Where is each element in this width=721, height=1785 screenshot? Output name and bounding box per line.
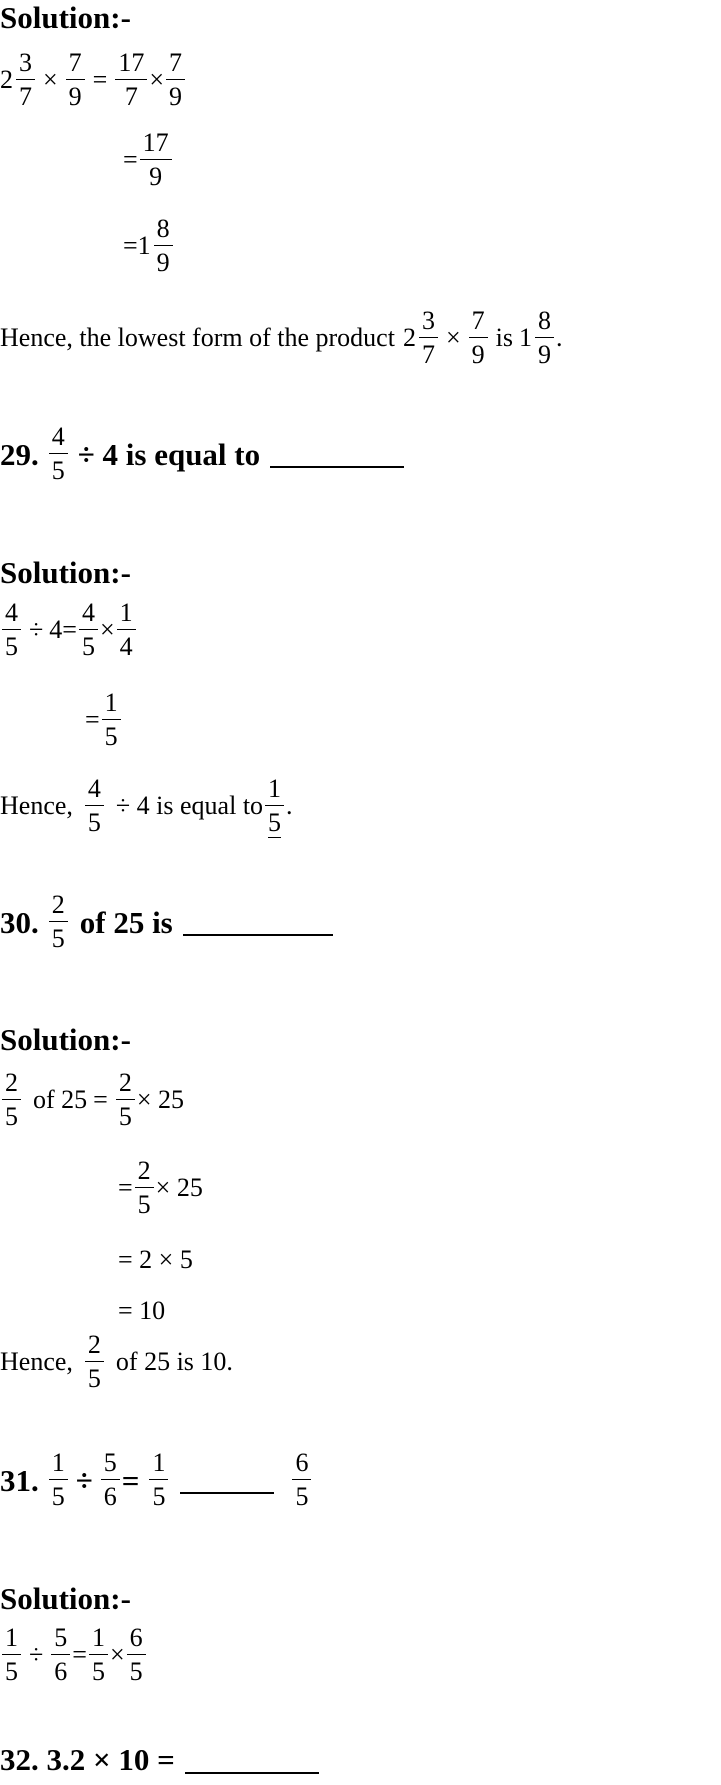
fraction: $\frac{1}{5}$ [149,1450,168,1510]
question-number: 30. [0,904,39,940]
equals-sign: = [85,705,100,734]
fraction: $\frac{1}{5}$ [89,1625,108,1685]
fraction: $\frac{4}{5}$ [2,600,21,660]
fraction: $\frac{5}{6}$ [51,1625,70,1685]
fraction: $\frac{4}{5}$ [79,600,98,660]
question-text: of 25 is [79,904,173,940]
fraction: $\frac{1}{5}$ [102,690,121,750]
whole-number: 2 [0,65,13,94]
fraction: $\frac{4}{5}$ [85,776,104,836]
fraction: $\frac{2}{5}$ [2,1070,21,1130]
question-29 [0,424,404,484]
times-sign: × [109,1640,125,1669]
conclusion-text: ÷ 4 is equal to [115,791,264,820]
equals-sign: = [123,145,138,174]
fraction: $\frac{1}{5}$ [265,776,284,836]
equation-line [0,1625,148,1685]
equation-line: = 10 [118,1296,166,1325]
equation-line [85,690,123,750]
conclusion-line [0,776,293,836]
fraction: $\frac{8}{9}$ [535,308,554,368]
equation-line [123,130,174,190]
fraction: $\frac{7}{9}$ [66,50,85,110]
equation-line [0,600,138,660]
equation-line: = 2 × 5 [118,1245,193,1274]
equals-sign: = [121,1462,140,1498]
answer-blank [183,908,333,936]
question-number: 31. [0,1462,39,1498]
question-32 [0,1744,319,1775]
fraction: $\frac{6}{5}$ [127,1625,146,1685]
fraction: $\frac{3}{7}$ [419,308,438,368]
divide-sign: ÷ [29,615,44,644]
whole-number: 1 [137,231,151,260]
conclusion-text: is [495,323,513,352]
conclusion-line [0,1332,233,1392]
fraction: $\frac{8}{9}$ [154,216,173,276]
conclusion-text: Hence, [0,791,73,820]
equals-sign: = [93,1085,108,1114]
number: of 25 [33,1085,88,1114]
fraction: $\frac{1}{5}$ [2,1625,21,1685]
question-number: 29. [0,436,39,472]
equation-line [118,1158,203,1218]
equals-sign: = [62,615,77,644]
period: . [555,323,563,352]
number: × 25 [155,1173,203,1202]
fraction: $\frac{2}{5}$ [85,1332,104,1392]
solution-heading: Solution:- [0,1022,131,1057]
fraction: $\frac{2}{5}$ [116,1070,135,1130]
fraction: $\frac{17}{9}$ [140,130,172,190]
number: 4 [49,615,63,644]
times-sign: × [43,65,58,94]
conclusion-text: Hence, [0,1347,73,1376]
equals-sign: = [118,1173,133,1202]
times-sign: × [445,323,461,352]
fraction: $\frac{17}{7}$ [115,50,147,110]
fraction: $\frac{1}{4}$ [117,600,136,660]
answer-blank [185,1746,319,1774]
fraction: $\frac{7}{9}$ [469,308,488,368]
fraction: $\frac{2}{5}$ [49,892,68,952]
number: × 25 [136,1085,185,1114]
divide-sign: ÷ [75,1462,93,1498]
conclusion-line [0,308,562,368]
fraction: $\frac{7}{9}$ [166,50,185,110]
conclusion-text: of 25 is 10. [115,1347,233,1376]
solution-heading: Solution:- [0,0,131,35]
question-text: 32. 3.2 × 10 = [0,1742,175,1777]
period: . [286,791,293,820]
conclusion-text: Hence, the lowest form of the product [0,323,395,352]
equation-line [0,50,187,110]
solution-heading: Solution:- [0,555,131,590]
equals-sign: = [72,1640,87,1669]
question-text: ÷ 4 is equal to [77,436,261,472]
answer-blank [180,1466,274,1494]
whole-number: 1 [518,323,532,352]
answer-blank [270,440,404,468]
whole-number: 2 [402,323,416,352]
times-sign: × [99,615,115,644]
fraction: $\frac{3}{7}$ [16,50,35,110]
divide-sign: ÷ [29,1640,44,1669]
equals-sign: = [92,65,108,94]
question-30 [0,892,333,952]
equation-line [0,1070,184,1130]
fraction: $\frac{2}{5}$ [135,1158,154,1218]
times-sign: × [149,65,165,94]
fraction: $\frac{4}{5}$ [49,424,68,484]
fraction: $\frac{6}{5}$ [292,1450,311,1510]
fraction: $\frac{1}{5}$ [49,1450,68,1510]
equals-sign: = [123,231,138,260]
solution-heading: Solution:- [0,1581,131,1616]
question-31 [0,1450,313,1510]
fraction: $\frac{5}{6}$ [101,1450,120,1510]
equation-line [123,216,175,276]
